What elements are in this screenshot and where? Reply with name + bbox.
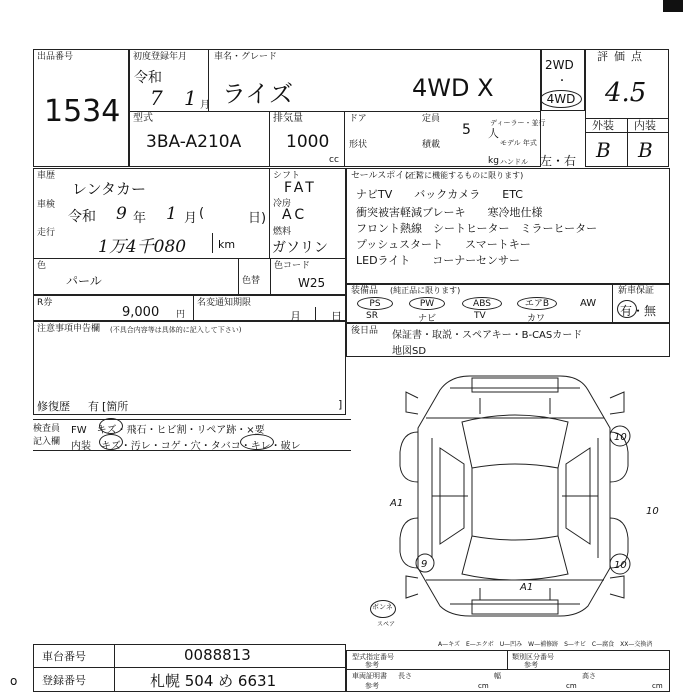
cert-ref: 参考: [365, 682, 379, 690]
diagram-mark-front: A1: [520, 582, 534, 593]
equipment-note: (純正品に限ります): [390, 286, 461, 295]
corner-mark: ο: [10, 674, 18, 688]
drive-4wd-selected: 4WD: [540, 90, 582, 108]
selling-point-line-5: LEDライト コーナーセンサー: [356, 254, 520, 267]
repair-bracket-open: [箇所: [102, 400, 129, 413]
selling-points-label: セールスポイント: [351, 171, 423, 181]
history-value: レンタカー: [72, 180, 147, 198]
diagram-mark-front-left: 9: [421, 559, 428, 570]
mileage-value: 1万4千080: [98, 237, 187, 257]
interior-value: B: [638, 138, 653, 162]
length-label: 長さ: [398, 672, 412, 680]
inspection-year: 9: [116, 204, 127, 224]
warranty-selected-circle: [617, 300, 637, 318]
expiry-day: 日: [331, 310, 342, 323]
selling-point-line-3: フロント熱線 シートヒーター ミラーヒーター: [356, 222, 598, 235]
notes-sub: (不具合内容等は具体的に記入して下さい): [110, 326, 242, 334]
defects-interior: 内装 キズ・汚レ・コゲ・穴・タバコ・キレ・破レ: [71, 441, 301, 452]
ac-label: 冷房: [273, 199, 292, 209]
drive-2wd: 2WD: [545, 58, 574, 72]
doors-label: ドア: [349, 114, 367, 124]
grade-label: 評価点: [597, 50, 648, 63]
inspection-day-unit: 日): [248, 211, 267, 226]
shape-label: 形状: [349, 140, 368, 150]
inspection-month-unit: 月: [184, 211, 198, 226]
color-code-label: 色コード: [274, 261, 311, 271]
model-designation-box: [346, 650, 670, 692]
exterior-value: B: [596, 138, 611, 162]
damage-legend: A—キズ E—エクボ U—凹み W—補修跡 S—サビ C—腐食 XX—交換済: [438, 641, 653, 648]
diagram-mark-right: 10: [646, 506, 659, 517]
repair-label: 修復歴: [37, 400, 70, 413]
equip-pw: PW: [409, 297, 445, 310]
selling-point-line-2: 衝突被害軽減ブレーキ 寒冷地仕様: [356, 206, 543, 219]
mileage-unit: km: [218, 238, 236, 251]
repair-bracket-close: ]: [338, 398, 343, 411]
fuel-label: 燃料: [273, 227, 292, 237]
load-unit: kg: [488, 156, 499, 166]
displacement-label: 排気量: [273, 113, 303, 124]
fuel-value: ガソリン: [272, 240, 328, 256]
selling-point-line-1: ナビTV バックカメラ ETC: [356, 188, 523, 201]
height-unit: cm: [652, 682, 663, 690]
accessories-label: 後日品: [351, 326, 379, 336]
accessories-line-2: 地図SD: [392, 346, 427, 357]
inspection-era: 令和: [68, 209, 96, 225]
notes-label: 注意事項申告欄: [37, 324, 101, 334]
selling-points-note: (正常に機能するものに限ります): [405, 171, 524, 180]
accessories-line-1: 保証書・取説・スペアキー・B-CASカード: [392, 330, 583, 341]
width-unit: cm: [566, 682, 577, 690]
defects-fw: FW キズ・飛石・ヒビ割・リペア跡・×要: [71, 425, 265, 436]
drive-dot: ・: [557, 76, 567, 87]
handle-value: 左・右: [540, 154, 577, 168]
model-designation-label: 型式指定番号: [352, 653, 394, 661]
history-label: 車歴: [37, 171, 56, 181]
displacement-value: 1000: [286, 132, 330, 152]
chassis-label: 車台番号: [42, 650, 86, 663]
equipment-label: 装備品: [351, 286, 379, 296]
inspection-month: 1: [166, 204, 177, 224]
color-code: W25: [298, 276, 326, 290]
equip-aw: AW: [580, 298, 597, 309]
dealer-label: ディーラー・並行: [490, 119, 546, 127]
equip-sr: SR: [366, 311, 378, 321]
defect-circle-scratch-int: [99, 434, 123, 450]
height-label: 高さ: [582, 672, 596, 680]
recycle-value: 9,000: [122, 305, 160, 320]
handle-label: ハンドル: [500, 158, 528, 166]
grade-value: 4.5: [605, 78, 647, 108]
capacity-value: 5: [462, 122, 471, 138]
defect-circle-scratch-fw: [99, 418, 123, 434]
shift-value: FAT: [284, 180, 317, 196]
capacity-unit: 人: [488, 127, 499, 140]
inspection-year-unit: 年: [133, 211, 147, 226]
equip-leather: カワ: [527, 314, 546, 324]
equip-tv: TV: [474, 311, 486, 321]
model-grade: 4WD X: [412, 74, 494, 102]
type-value: 3BA-A210A: [146, 132, 242, 152]
inspection-label: 車検: [37, 200, 56, 210]
repair-value: 有: [88, 400, 99, 413]
cert-label: 車両証明書: [352, 672, 387, 680]
first-reg-year: 7: [150, 86, 163, 110]
chassis-number: 0088813: [184, 646, 251, 664]
displacement-unit: cc: [329, 155, 339, 165]
entry-label: 記入欄: [33, 437, 61, 447]
model-year-label: モデル 年式: [500, 139, 537, 147]
exterior-label: 外装: [592, 119, 614, 132]
model-name-label: 車名・グレード: [214, 52, 278, 62]
plate-number: 札幌 504 め 6631: [150, 672, 277, 690]
inspector-label: 検査員: [33, 424, 61, 434]
warranty-value: 有・無: [620, 304, 657, 318]
notes-box: [33, 321, 346, 415]
diagram-mark-rear-right-top: 10: [614, 432, 627, 443]
first-reg-era: 令和: [134, 70, 162, 86]
car-damage-diagram: [380, 368, 680, 623]
mileage-label: 走行: [37, 228, 56, 238]
corner-tab: [663, 0, 683, 12]
expiry-label: 名変通知期限: [197, 298, 252, 308]
shift-label: シフト: [273, 171, 301, 181]
lot-number: 1534: [44, 94, 121, 129]
diagram-mark-front-right: 10: [614, 560, 627, 571]
first-reg-month: 1: [184, 86, 197, 110]
recycle-unit: 円: [176, 310, 186, 320]
equip-navi: ナビ: [418, 314, 437, 324]
equip-ps: PS: [357, 297, 393, 310]
category-ref: 参考: [524, 661, 538, 669]
width-label: 幅: [494, 672, 501, 680]
model-name: ライズ: [222, 80, 294, 108]
ac-value: AC: [282, 207, 308, 223]
type-label: 型式: [133, 113, 153, 124]
color-label: 色: [37, 261, 47, 271]
capacity-label: 定員: [422, 114, 441, 124]
load-label: 積載: [422, 140, 441, 150]
spare-sub: スペア: [377, 621, 396, 628]
length-unit: cm: [478, 682, 489, 690]
expiry-month: 月: [290, 310, 301, 323]
first-reg-month-unit: 月: [200, 100, 210, 111]
defect-circle-tobacco: [240, 434, 274, 450]
selling-point-line-4: プッシュスタート スマートキー: [356, 238, 531, 251]
first-reg-label: 初度登録年月: [133, 52, 188, 62]
recycle-label: R券: [37, 298, 53, 308]
color-change-label: 色替: [242, 276, 261, 286]
category-label: 類別区分番号: [512, 653, 554, 661]
inspection-paren: (: [199, 206, 205, 221]
equip-abs: ABS: [462, 297, 502, 310]
color-value: パール: [66, 274, 102, 288]
model-designation-ref: 参考: [365, 661, 379, 669]
interior-label: 内装: [634, 119, 656, 132]
spare-label: ボンネ: [372, 603, 393, 611]
plate-label: 登録番号: [42, 674, 86, 687]
diagram-mark-rear-left: A1: [390, 498, 404, 509]
equip-airbag: エアB: [517, 297, 557, 310]
warranty-label: 新車保証: [618, 286, 655, 296]
lot-label: 出品番号: [37, 52, 74, 62]
